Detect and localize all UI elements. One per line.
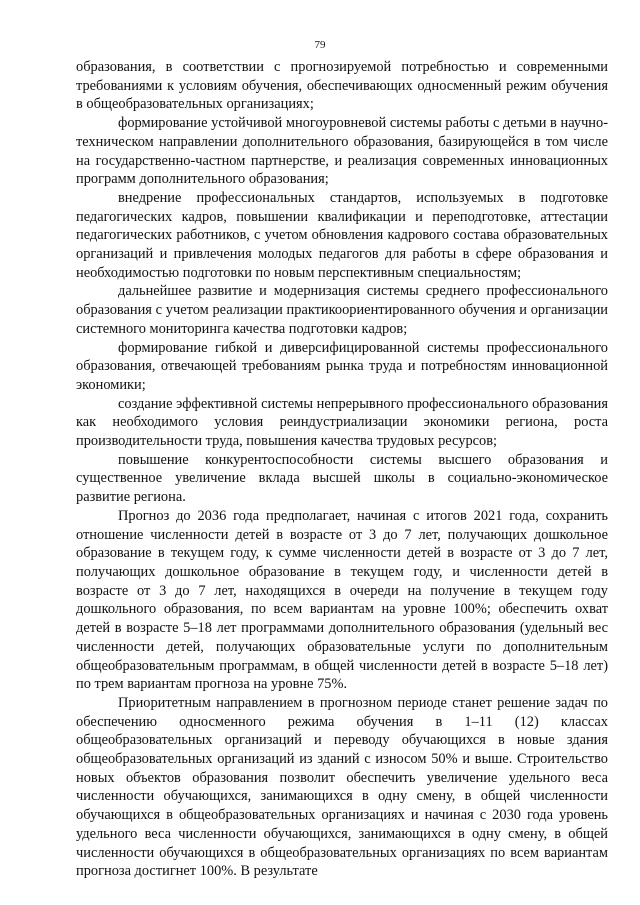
paragraph: внедрение профессиональных стандартов, используемых в подготовке педагогических кадров, повышении квалификации и переподготовке, аттестации педагогических работников, с учетом обновления кадрового состава образовательных организаций и привлечения молодых педагогов для работы в сфере образования и необходимостью подготовки по новым перспективным специальностям; [76, 189, 608, 281]
paragraph: образования, в соответствии с прогнозируемой потребностью и современными требованиями к условиям обучения, обеспечивающих односменный режим обучения в общеобразовательных организациях; [76, 59, 608, 113]
body-text [76, 58, 608, 881]
paragraph: формирование гибкой и диверсифицированной системы профессионального образования, отвечающей требованиям рынка труда и потребностям инновационной экономики; [76, 339, 608, 393]
paragraph: формирование устойчивой многоуровневой системы работы с детьми в научно-техническом направлении дополнительного образования, базирующейся в том числе на государственно-частном партнерстве, и реализация современных инновационных программ дополнительного образования; [76, 115, 608, 188]
paragraph: Прогноз до 2036 года предполагает, начиная с итогов 2021 года, сохранить отношение численности детей в возрасте от 3 до 7 лет, получающих дошкольное образование в текущем году, к сумме численности детей в возрасте от 3 до 7 лет, получающих дошкольное образование в текущем году, и численности детей в возрасте от 3 до 7 лет, находящихся в очереди на получение в текущем году дошкольного образования, по всем вариантам на уровне 100%; обеспечить охват детей в возрасте 5–18 лет программами дополнительного образования (удельный вес численности детей, получающих образовательные услуги по дополнительным общеобразовательным программам, в общей численности детей в возрасте 5–18 лет) по трем вариантам прогноза на уровне 75%. [76, 507, 608, 693]
paragraph: Приоритетным направлением в прогнозном периоде станет решение задач по обеспечению односменного режима обучения в 1–11 (12) классах общеобразовательных организаций и переводу обучающихся в новые здания общеобразовательных организаций из зданий с износом 50% и выше. Строительство новых объектов образования позволит обеспечить увеличение удельного веса численности обучающихся, занимающихся в одну смену, в общей численности обучающихся в общеобразовательных организациях и начиная с 2030 года уровень удельного веса численности обучающихся, занимающихся в одну смену, в общей численности обучающихся в общеобразовательных организациях по всем вариантам прогноза достигнет 100%. В результате [76, 694, 608, 880]
page-number: 79 [314, 39, 326, 51]
paragraph: создание эффективной системы непрерывного профессионального образования как необходимого условия реиндустриализации экономики региона, роста производительности труда, повышения качества трудовых ресурсов; [76, 395, 608, 450]
paragraph: повышение конкурентоспособности системы высшего образования и существенное увеличение вклада высшей школы в социально-экономическое развитие региона. [76, 451, 608, 506]
paragraph: дальнейшее развитие и модернизация системы среднего профессионального образования с учетом реализации практикоориентированного обучения и организации системного мониторинга качества подготовки кадров; [76, 283, 608, 337]
